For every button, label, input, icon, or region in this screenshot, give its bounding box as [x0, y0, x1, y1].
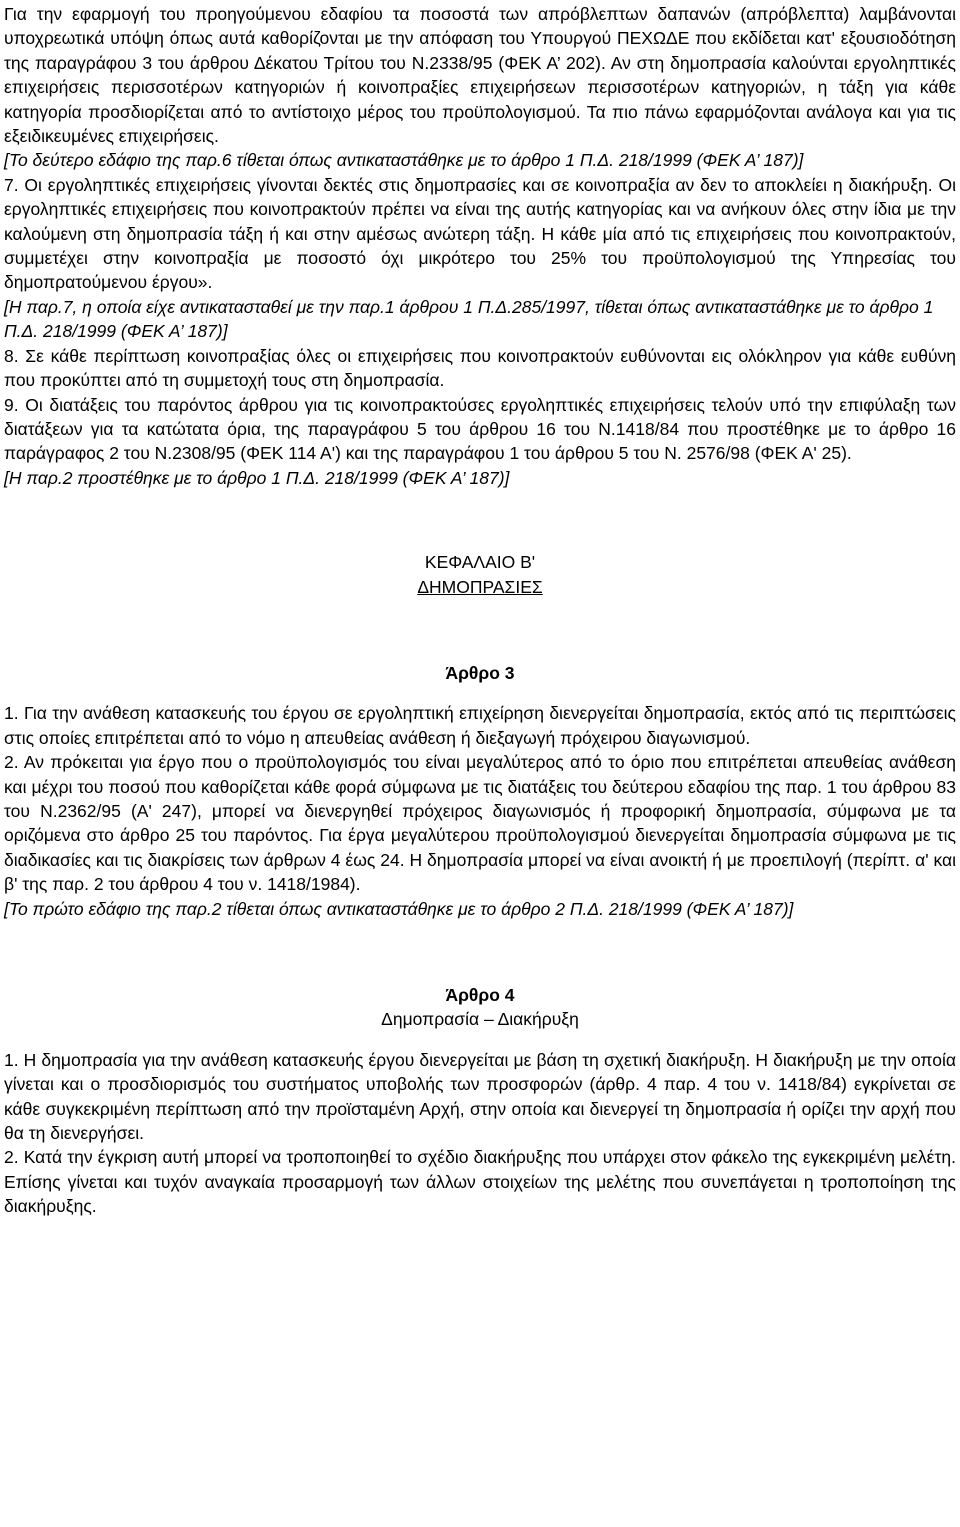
chapter-title: ΔΗΜΟΠΡΑΣΙΕΣ: [417, 576, 543, 597]
article-4-paragraph-1: 1. Η δημοπρασία για την ανάθεση κατασκευής έργου διενεργείται με βάση τη σχετική διακήρυξη. Η διακήρυξη με την οποία γίνεται και ο προσδιορισμός του συστήματος υποβολής των προσφορών (άρθρ. 4 παρ. 4 του ν. 1418/84) εγκρίνεται σε κάθε συγκεκριμένη περίπτωση από την προϊσταμένη Αρχή, στην οποία και διενεργεί τη δημοπρασία ή ορίζει την αρχή που θα τη διενεργήσει.: [4, 1049, 956, 1144]
article-4-subtitle: Δημοπρασία – Διακήρυξη: [381, 1009, 579, 1030]
article-3-heading: [4, 661, 956, 685]
article-3-title: Άρθρο 3: [445, 662, 515, 683]
amendment-note-par9: [Η παρ.2 προστέθηκε με το άρθρο 1 Π.Δ. 218/1999 (ΦΕΚ Α’ 187)]: [4, 467, 510, 488]
chapter-number: ΚΕΦΑΛΑΙΟ Β': [424, 552, 536, 573]
intro-paragraph: Για την εφαρμογή του προηγούμενου εδαφίου τα ποσοστά των απρόβλεπτων δαπανών (απρόβλεπτα) λαμβάνονται υποχρεωτικά υπόψη όπως αυτά καθορίζονται με την απόφαση του Υπουργού ΠΕΧΩΔΕ που εκδίδεται κατ' εξουσιοδότηση της παραγράφου 3 του άρθρου Δέκατου Τρίτου του Ν.2338/95 (ΦΕΚ Α’ 202). Αν στη δημοπρασία καλούνται εργοληπτικές επιχειρήσεις περισσοτέρων κατηγοριών ή κοινοπραξίες επιχειρήσεων περισσοτέρων κατηγοριών, η τάξη για κάθε κατηγορία προσδιορίζεται από το αντίστοιχο μέρος του προϋπολογισμού. Τα πιο πάνω εφαρμόζονται ανάλογα και για τις εξειδικευμένες επιχειρήσεις.: [4, 4, 956, 147]
chapter-heading: [4, 550, 956, 599]
amendment-note-par6: [Το δεύτερο εδάφιο της παρ.6 τίθεται όπως αντικαταστάθηκε με το άρθρο 1 Π.Δ. 218/1999 (ΦΕΚ Α’ 187)]: [4, 150, 804, 171]
article-4-paragraph-2: 2. Κατά την έγκριση αυτή μπορεί να τροποποιηθεί το σχέδιο διακήρυξης που υπάρχει στον φάκελο της εγκεκριμένη μελέτη. Επίσης γίνεται και τυχόν αναγκαία προσαρμογή των άλλων στοιχείων της μελέτης που συνεπάγεται η τροποποίηση της διακήρυξης.: [4, 1147, 956, 1217]
article-3-amendment-note: [Το πρώτο εδάφιο της παρ.2 τίθεται όπως αντικαταστάθηκε με το άρθρο 2 Π.Δ. 218/1999 (ΦΕΚ Α’ 187)]: [4, 898, 794, 919]
paragraph-7: 7. Οι εργοληπτικές επιχειρήσεις γίνονται δεκτές στις δημοπρασίες και σε κοινοπραξία αν δεν το αποκλείει η διακήρυξη. Οι εργοληπτικές επιχειρήσεις που κοινοπρακτούν πρέπει να είναι της αυτής κατηγορίας και να ανήκουν όλες στην ίδια με την καλούμενη στη δημοπρασία τάξη ή και στην αμέσως ανώτερη τάξη. Η κάθε μία από τις επιχειρήσεις που κοινοπρακτούν, συμμετέχει στην κοινοπραξία με ποσοστό όχι μικρότερο του 25% του προϋπολογισμού της Υπηρεσίας του δημοπρατούμενου έργου».: [4, 174, 956, 293]
article-3-paragraph-1: 1. Για την ανάθεση κατασκευής του έργου σε εργοληπτική επιχείρηση διενεργείται δημοπρασία, εκτός από τις περιπτώσεις στις οποίες επιτρέπεται από το νόμο η απευθείας ανάθεση ή διεξαγωγή πρόχειρου διαγωνισμού.: [4, 703, 956, 748]
article-3-paragraph-2: 2. Αν πρόκειται για έργο που ο προϋπολογισμός του είναι μεγαλύτερος από το όριο που επιτρέπεται απευθείας ανάθεση και μέχρι του ποσού που καθορίζεται κάθε φορά σύμφωνα με τις διατάξεις του δεύτερου εδαφίου της παρ. 1 του άρθρου 83 του Ν.2362/95 (Α' 247), μπορεί να διενεργηθεί πρόχειρος διαγωνισμός ή προφορική δημοπρασία, σύμφωνα με τα οριζόμενα στο άρθρο 25 του παρόντος. Για έργα μεγαλύτερου προϋπολογισμού διενεργείται δημοπρασία σύμφωνα με τις διαδικασίες και τις διακρίσεις των άρθρων 4 έως 24. Η δημοπρασία μπορεί να είναι ανοικτή ή με προεπιλογή (περίπτ. α' και β' της παρ. 2 του άρθρου 4 του ν. 1418/1984).: [4, 752, 956, 895]
article-4-title: Άρθρο 4: [445, 985, 515, 1005]
article-4-heading: [4, 983, 956, 1032]
paragraph-9: 9. Οι διατάξεις του παρόντος άρθρου για τις κοινοπρακτούσες εργοληπτικές επιχειρήσεις τελούν υπό την επιφύλαξη των διατάξεων για τα κατώτατα όρια, της παραγράφου 5 του άρθρου 16 του Ν.1418/84 που προστέθηκε με το άρθρο 16 παράγραφος 2 του Ν.2308/95 (ΦΕΚ 114 Α') και της παραγράφου 1 του άρθρου 5 του Ν. 2576/98 (ΦΕΚ Α' 25).: [4, 394, 956, 464]
amendment-note-par7: [Η παρ.7, η οποία είχε αντικατασταθεί με την παρ.1 άρθρου 1 Π.Δ.285/1997, τίθεται όπως αντικαταστάθηκε με το άρθρο 1 Π.Δ. 218/1999 (ΦΕΚ Α’ 187)]: [4, 296, 934, 342]
paragraph-8: 8. Σε κάθε περίπτωση κοινοπραξίας όλες οι επιχειρήσεις που κοινοπρακτούν ευθύνονται εις ολόκληρον για κάθε ευθύνη που προκύπτει από τη συμμετοχή τους στη δημοπρασία.: [4, 345, 956, 391]
